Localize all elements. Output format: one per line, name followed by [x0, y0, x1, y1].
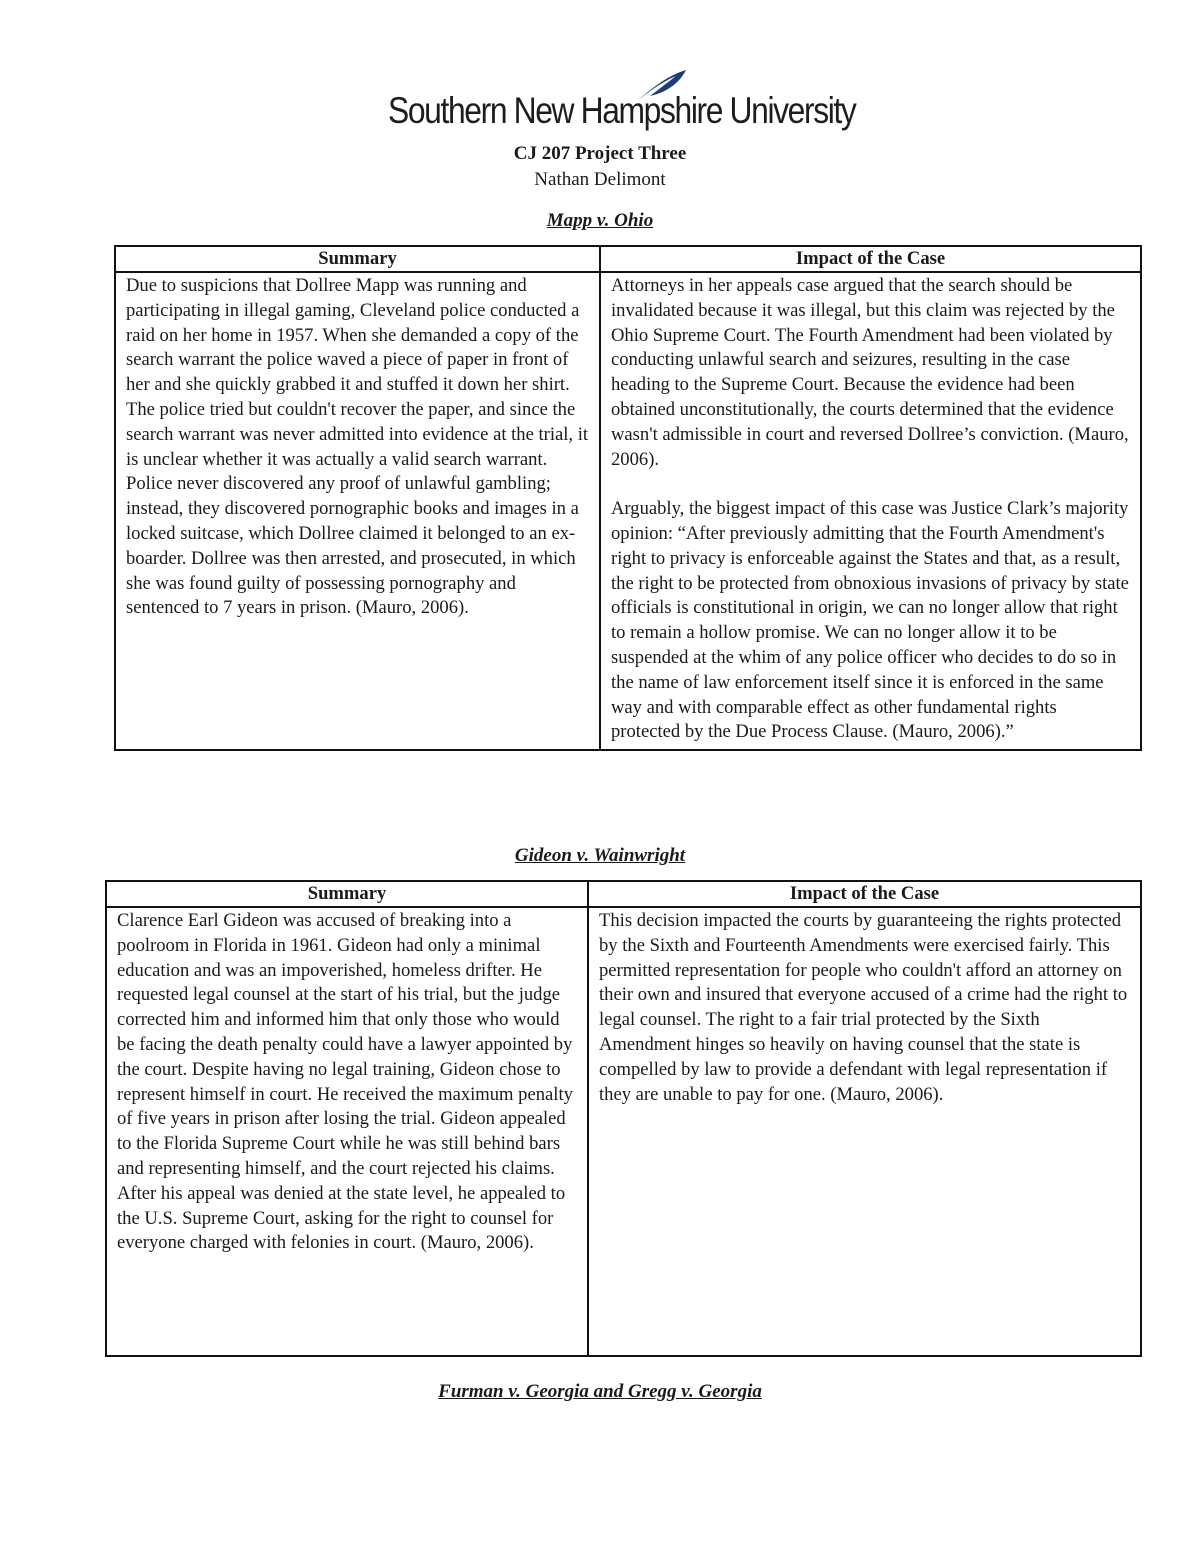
column-header-summary: Summary — [115, 246, 600, 272]
impact-cell — [588, 907, 1141, 1356]
table-row — [115, 272, 1141, 750]
column-header-impact: Impact of the Case — [588, 881, 1141, 907]
case-table-mapp — [114, 245, 1142, 751]
document-author: Nathan Delimont — [534, 169, 666, 190]
impact-text: Attorneys in her appeals case argued that the search should be invalidated because it was illegal, but this claim was rejected by the Ohio Supreme Court. The Fourth Amendment had been violated by conducting unlawful search and seizures, resulting in the case heading to the Supreme Court. Because the evidence had been obtained unconstitutionally, the courts determined that the evidence wasn't admissible in court and reversed Dollree’s conviction. (Mauro, 2006). — [611, 275, 1129, 470]
logo-wordmark: Southern New Hampshire University — [388, 90, 856, 131]
case-heading-furman-gregg: Furman v. Georgia and Gregg v. Georgia — [438, 1381, 762, 1402]
impact-text: This decision impacted the courts by guaranteeing the rights protected by the Sixth and Fourteenth Amendments were exercised fairly. This permitted representation for people who couldn't afford an attorney on their own and insured that everyone accused of a crime had the right to legal counsel. The right to a fair trial protected by the Sixth Amendment hinges so heavily on having counsel that the state is compelled by law to provide a defendant with legal representation if they are unable to pay for one. (Mauro, 2006). — [599, 910, 1128, 1105]
summary-cell — [106, 907, 588, 1356]
impact-cell — [600, 272, 1141, 750]
table-row — [106, 907, 1141, 1356]
impact-text: Arguably, the biggest impact of this case was Justice Clark’s majority opinion: “After previously admitting that the Fourth Amendment's right to privacy is enforceable against the States and that, as a result, the right to be protected from obnoxious invasions of privacy by state officials is constitutional in origin, we can no longer allow that right to remain a hollow promise. We can no longer allow it to be suspended at the whim of any police officer who decides to do so in the name of law enforcement itself since it is enforced in the same way and with comparable effect as other fundamental rights protected by the Due Process Clause. (Mauro, 2006).” — [611, 498, 1129, 743]
case-heading-gideon: Gideon v. Wainwright — [514, 845, 686, 866]
case-heading-mapp: Mapp v. Ohio — [546, 210, 654, 231]
summary-text: Due to suspicions that Dollree Mapp was running and participating in illegal gaming, Cleveland police conducted a raid on her home in 1957. When she demanded a copy of the search warrant the police waved a piece of paper in front of her and she quickly grabbed it and stuffed it down her shirt. The police tried but couldn't recover the paper, and since the search warrant was never admitted into evidence at the trial, it is unclear whether it was actually a valid search warrant. Police never discovered any proof of unlawful gambling; instead, they discovered pornographic books and images in a locked suitcase, which Dollree claimed it belonged to an ex-boarder. Dollree was then arrested, and prosecuted, in which she was found guilty of possessing pornography and sentenced to 7 years in prison. (Mauro, 2006). — [126, 275, 589, 619]
summary-text: Clarence Earl Gideon was accused of breaking into a poolroom in Florida in 1961. Gideon had only a minimal education and was an impoverished, homeless drifter. He requested legal counsel at the start of his trial, but the judge corrected him and informed him that only those who would be facing the death penalty could have a lawyer appointed by the court. Despite having no legal training, Gideon chose to represent himself in court. He received the maximum penalty of five years in prison after losing the trial. Gideon appealed to the Florida Supreme Court while he was still behind bars and representing himself, and the court rejected his claims. After his appeal was denied at the state level, he appealed to the U.S. Supreme Court, asking for the right to counsel for everyone charged with felonies in court. (Mauro, 2006). — [117, 910, 573, 1254]
case-table-gideon — [105, 880, 1142, 1357]
column-header-summary: Summary — [106, 881, 588, 907]
document-title: CJ 207 Project Three — [513, 143, 687, 164]
column-header-impact: Impact of the Case — [600, 246, 1141, 272]
summary-cell — [115, 272, 600, 750]
university-logo — [388, 68, 856, 138]
table-header-row — [106, 881, 1141, 907]
table-header-row — [115, 246, 1141, 272]
